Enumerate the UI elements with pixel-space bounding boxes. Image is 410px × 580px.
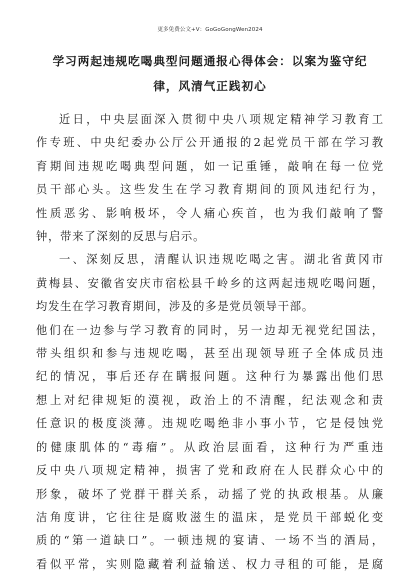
paragraph-line: 作专班、中央纪委办公厅公开通报的2起党员干部在学习教	[36, 136, 384, 150]
paragraph-line: 他们在一边参与学习教育的同时，另一边却无视党纪国法，	[36, 323, 384, 337]
paragraph-line: 育期间违规吃喝典型问题，如一记重锤，敲响在每一位党	[36, 159, 384, 173]
title-line-1: 学习两起违规吃喝典型问题通报心得体会：以案为鉴守纪	[52, 54, 368, 68]
title-line-2: 律，风清气正践初心	[153, 79, 267, 93]
paragraph-line: 黄梅县、安徽省安庆市宿松县千岭乡的这两起违规吃喝问题，	[36, 276, 384, 290]
paragraph-line: 一、深刻反思，清醒认识违规吃喝之害。湖北省黄冈市	[59, 253, 384, 267]
paragraph-line: 形象，破坏了党群干群关系，动摇了党的执政根基。从廉	[36, 487, 384, 501]
paragraph-line: 近日，中央层面深入贯彻中央八项规定精神学习教育工	[59, 113, 384, 126]
paragraph-intro	[36, 108, 384, 248]
header-note: 更多免费公文+V：GoGoGongWen2024	[157, 27, 263, 33]
paragraph-line: 质的“第一道缺口”。一顿违规的宴请、一场不当的酒局，	[36, 534, 384, 548]
paragraph-line: 员干部心头。这些发生在学习教育期间的顶风违纪行为，	[36, 183, 384, 197]
paragraph-line: 的健康肌体的“毒瘤”。从政治层面看，这种行为严重违	[36, 440, 384, 454]
document-title	[36, 49, 384, 99]
paragraph-line: 想上对纪律规矩的漠视，政治上的不清醒，纪法观念和责	[36, 393, 384, 407]
paragraph-line: 洁角度讲，它往往是腐败滋生的温床，是党员干部蜕化变	[36, 510, 384, 524]
paragraph-line: 带头组织和参与违规吃喝，甚至出现领导班子全体成员违	[36, 347, 384, 361]
document-body	[36, 108, 384, 576]
paragraph-line: 性质恶劣、影响极坏，令人痛心疾首，也为我们敲响了警	[36, 206, 384, 220]
paragraph-line: 看似平常，实则隐藏着利益输送、权力寻租的可能，是腐	[36, 557, 384, 571]
paragraph-line: 反中央八项规定精神，损害了党和政府在人民群众心中的	[36, 464, 384, 478]
paragraph-section-one	[36, 248, 384, 576]
paragraph-line: 均发生在学习教育期间，涉及的多是党员领导干部。	[36, 300, 315, 314]
paragraph-line: 纪的情况，事后还存在瞒报问题。这种行为暴露出他们思	[36, 370, 384, 384]
paragraph-line: 任意识的极度淡薄。违规吃喝绝非小事小节，它是侵蚀党	[36, 417, 384, 431]
paragraph-line: 钟，带来了深刻的反思与启示。	[36, 230, 206, 244]
